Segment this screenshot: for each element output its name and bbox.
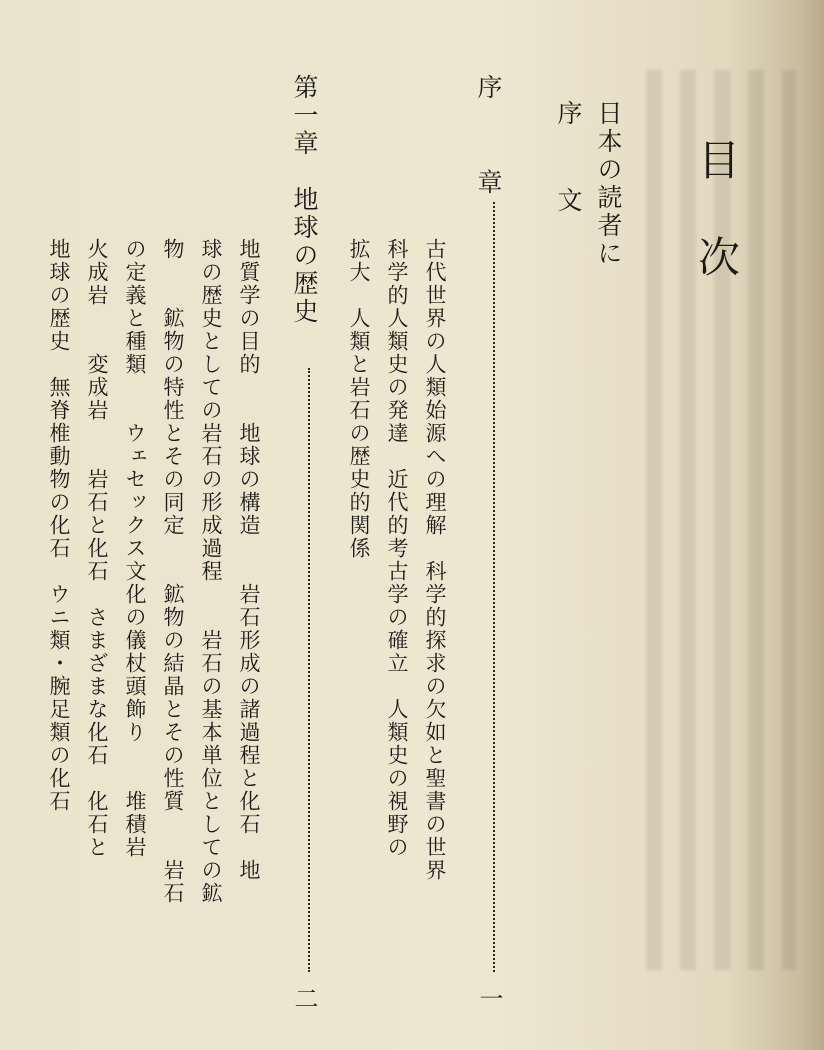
toc-line: の定義と種類 ウェセックス文化の儀杖頭飾り 堆積岩 <box>123 238 147 859</box>
toc-line: 物 鉱物の特性とその同定 鉱物の結晶とその性質 岩石 <box>161 238 185 905</box>
toc-entry-readers: 日本の読者に <box>594 100 623 268</box>
toc-line: 火成岩 変成岩 岩石と化石 さまざまな化石 化石と <box>85 238 109 859</box>
toc-heading-chapter1: 第一章 地球の歴史 <box>290 74 319 326</box>
toc-entry-preface: 序文 <box>554 100 583 274</box>
toc-page-intro: 一 <box>475 986 503 1010</box>
toc-line: 拡大 人類と岩石の歴史的関係 <box>347 238 371 560</box>
toc-line: 古代世界の人類始源への理解 科学的探求の欠如と聖書の世界 <box>423 238 447 882</box>
toc-line: 地球の歴史 無脊椎動物の化石 ウニ類・腕足類の化石 <box>47 238 71 813</box>
toc-line: 球の歴史としての岩石の形成過程 岩石の基本単位としての鉱 <box>199 238 223 905</box>
toc-leader-chapter1 <box>308 368 310 972</box>
toc-heading-intro: 序章 <box>474 74 503 264</box>
toc-leader-intro <box>493 202 495 972</box>
toc-page-chapter1: 二 <box>290 986 318 1010</box>
page-title: 目次 <box>692 138 741 332</box>
toc-line: 科学的人類史の発達 近代的考古学の確立 人類史の視野の <box>385 238 409 859</box>
toc-line: 地質学の目的 地球の構造 岩石形成の諸過程と化石 地 <box>237 238 261 882</box>
